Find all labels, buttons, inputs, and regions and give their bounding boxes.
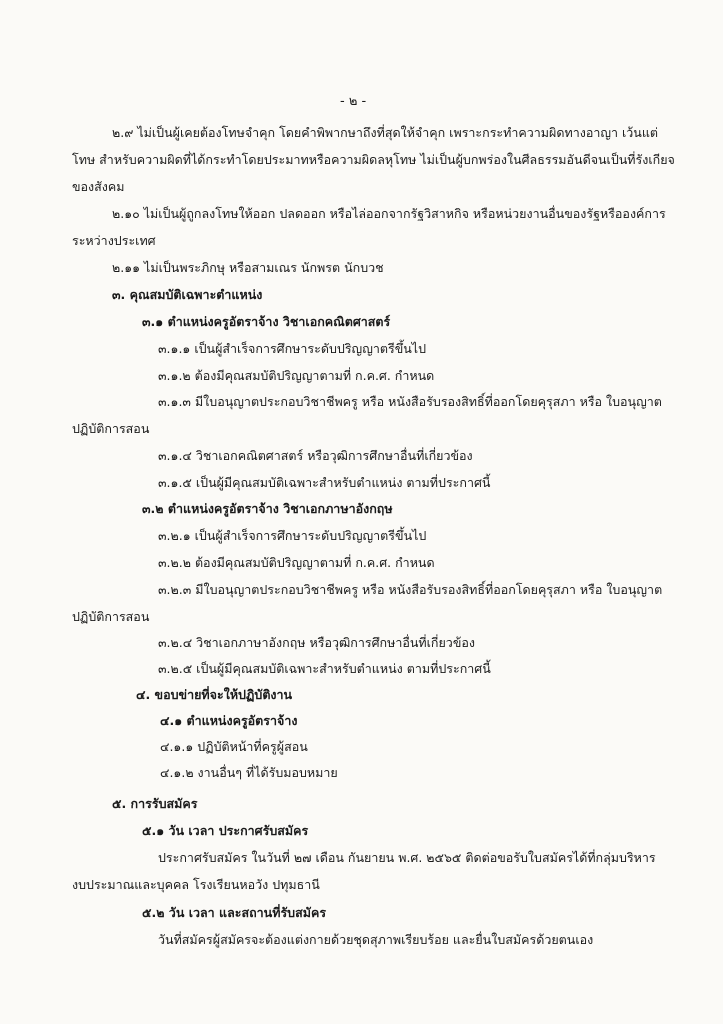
text-line: ปฏิบัติการสอน xyxy=(72,421,150,436)
subsection-heading: ๕.๑ วัน เวลา ประกาศรับสมัคร xyxy=(142,823,309,838)
text-line: วันที่สมัครผู้สมัครจะต้องแต่งกายด้วยชุดสุภาพเรียบร้อย และยื่นใบสมัครด้วยตนเอง xyxy=(158,932,594,947)
text-line: ๓.๑.๓ มีใบอนุญาตประกอบวิชาชีพครู หรือ หนังสือรับรองสิทธิ์ที่ออกโดยคุรุสภา หรือ ใบอนุญาต xyxy=(158,394,662,409)
text-line: ๓.๒.๔ วิชาเอกภาษาอังกฤษ หรือวุฒิการศึกษาอื่นที่เกี่ยวข้อง xyxy=(158,635,475,650)
text-line: ๓.๑.๑ เป็นผู้สำเร็จการศึกษาระดับปริญญาตรีขึ้นไป xyxy=(158,341,427,356)
section-heading: ๕. การรับสมัคร xyxy=(112,796,198,811)
text-line: ๓.๑.๔ วิชาเอกคณิตศาสตร์ หรือวุฒิการศึกษาอื่นที่เกี่ยวข้อง xyxy=(158,448,473,463)
section-heading: ๓. คุณสมบัติเฉพาะตำแหน่ง xyxy=(112,287,263,302)
text-line: ๒.๙ ไม่เป็นผู้เคยต้องโทษจำคุก โดยคำพิพากษาถึงที่สุดให้จำคุก เพราะกระทำความผิดทางอาญา เว้นแต่ xyxy=(112,125,659,140)
text-line: ๓.๑.๕ เป็นผู้มีคุณสมบัติเฉพาะสำหรับตำแหน่ง ตามที่ประกาศนี้ xyxy=(158,475,491,490)
text-line: ของสังคม xyxy=(72,179,125,194)
text-line: โทษ สำหรับความผิดที่ได้กระทำโดยประมาทหรือความผิดลหุโทษ ไม่เป็นผู้บกพร่องในศีลธรรมอันดีจนเป็นที่รังเกียจ xyxy=(72,152,675,167)
text-line: ๔.๑.๑ ปฏิบัติหน้าที่ครูผู้สอน xyxy=(160,739,308,754)
text-line: ๓.๒.๑ เป็นผู้สำเร็จการศึกษาระดับปริญญาตรีขึ้นไป xyxy=(158,528,427,543)
subsection-heading: ๓.๑ ตำแหน่งครูอัตราจ้าง วิชาเอกคณิตศาสตร์ xyxy=(142,314,391,329)
text-line: ๔.๑.๒ งานอื่นๆ ที่ได้รับมอบหมาย xyxy=(160,765,338,780)
text-line: ระหว่างประเทศ xyxy=(72,233,156,248)
subsection-heading: ๕.๒ วัน เวลา และสถานที่รับสมัคร xyxy=(142,905,327,920)
text-line: ๓.๒.๓ มีใบอนุญาตประกอบวิชาชีพครู หรือ หนังสือรับรองสิทธิ์ที่ออกโดยคุรุสภา หรือ ใบอนุญาต xyxy=(158,582,663,597)
text-line: ประกาศรับสมัคร ในวันที่ ๒๗ เดือน กันยายน พ.ศ. ๒๕๖๕ ติดต่อขอรับใบสมัครได้ที่กลุ่มบริหาร xyxy=(158,850,656,865)
text-line: ๓.๒.๕ เป็นผู้มีคุณสมบัติเฉพาะสำหรับตำแหน่ง ตามที่ประกาศนี้ xyxy=(158,661,491,676)
text-line: ปฏิบัติการสอน xyxy=(72,609,150,624)
text-line: งบประมาณและบุคคล โรงเรียนหอวัง ปทุมธานี xyxy=(72,877,320,892)
subsection-heading: ๔.๑ ตำแหน่งครูอัตราจ้าง xyxy=(160,713,298,728)
text-line: ๓.๑.๒ ต้องมีคุณสมบัติปริญญาตามที่ ก.ค.ศ. กำหนด xyxy=(158,368,435,383)
subsection-heading: ๓.๒ ตำแหน่งครูอัตราจ้าง วิชาเอกภาษาอังกฤษ xyxy=(142,501,393,516)
text-line: ๓.๒.๒ ต้องมีคุณสมบัติปริญญาตามที่ ก.ค.ศ. กำหนด xyxy=(158,555,435,570)
section-heading: ๔. ขอบข่ายที่จะให้ปฏิบัติงาน xyxy=(136,687,293,702)
text-line: ๒.๑๐ ไม่เป็นผู้ถูกลงโทษให้ออก ปลดออก หรือไล่ออกจากรัฐวิสาหกิจ หรือหน่วยงานอื่นของรัฐหรือองค์การ xyxy=(112,206,666,221)
text-line: ๒.๑๑ ไม่เป็นพระภิกษุ หรือสามเณร นักพรต นักบวช xyxy=(112,260,384,275)
page-number: - ๒ - xyxy=(340,94,367,109)
